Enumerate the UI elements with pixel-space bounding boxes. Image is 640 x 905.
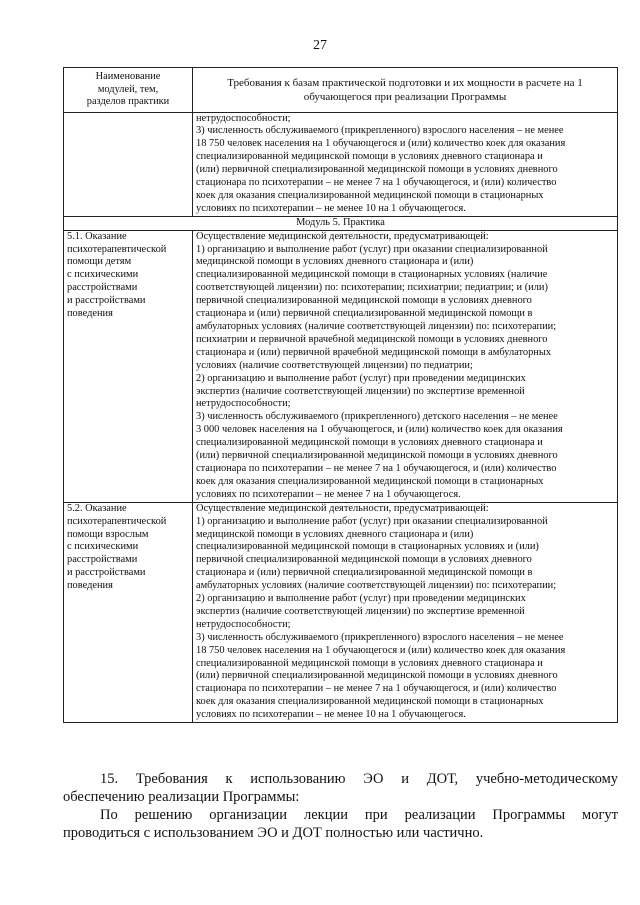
header-modules <box>64 68 193 113</box>
header-requirements-line: обучающегося при реализации Программы <box>303 90 507 103</box>
row-5-1-requirement-line: (или) первичной специализированной медицинской помощи в условиях дневного <box>196 450 558 462</box>
row-5-2-title-line: и расстройствами <box>67 567 146 579</box>
continuation-text-line: коек для оказания специализированной медицинской помощи в стационарных <box>196 189 544 201</box>
table-row <box>64 230 618 502</box>
row-5-1-requirement-line: психиатрии и первичной врачебной медицинской помощи в условиях дневного <box>196 333 548 345</box>
section-15-paragraph-line-1: По решению организации лекции при реализации Программы могут <box>100 807 618 823</box>
row-5-1-requirement-line: стационара и (или) первичной специализированной медицинской помощи в <box>196 308 533 320</box>
module-title-row <box>64 216 618 230</box>
module-title: Модуль 5. Практика <box>64 216 618 230</box>
row-5-2-title-cell <box>64 502 193 722</box>
row-5-1-requirement-line: амбулаторных условиях (наличие соответствующей лицензии) по: психотерапии; <box>196 321 557 332</box>
continuation-text-line: (или) первичной специализированной медицинской помощи в условиях дневного <box>196 164 558 176</box>
row-5-1-requirement-line: специализированной медицинской помощи в условиях дневного стационара и <box>196 437 543 449</box>
header-modules-line: Наименование <box>95 71 161 82</box>
row-5-1-requirement-line: 3) численность обслуживаемого (прикрепленного) детского населения – не менее <box>196 411 558 423</box>
row-5-2-requirement-line: 2) организацию и выполнение работ (услуг) при проведении медицинских <box>196 593 526 605</box>
row-5-1-title-line: помощи детям <box>67 256 132 268</box>
row-5-1-title-line: поведения <box>67 308 113 320</box>
row-5-2-requirement-line: стационара и (или) первичной специализированной медицинской помощи в <box>196 567 533 579</box>
section-15-heading-line-1: 15. Требования к использованию ЭО и ДОТ, учебно-методическому <box>100 771 618 787</box>
row-5-1-title-line: расстройствами <box>67 282 138 294</box>
row-5-2-requirement-line: коек для оказания специализированной медицинской помощи в стационарных <box>196 696 544 708</box>
section-15-heading-line-2: обеспечению реализации Программы: <box>63 789 300 805</box>
row-5-1-requirement-line: коек для оказания специализированной медицинской помощи в стационарных <box>196 475 544 487</box>
table-header-row <box>64 68 618 113</box>
row-5-1-title-line: с психическими <box>67 269 139 281</box>
table-row-continuation <box>64 112 618 216</box>
row-5-2-requirement-line: стационара по психотерапии – не менее 7 на 1 обучающегося, и (или) количество <box>196 683 557 695</box>
section-15-paragraph-line-2: проводиться с использованием ЭО и ДОТ полностью или частично. <box>63 825 484 841</box>
row-5-1-requirement-line: соответствующей лицензии) по: психотерапии; психиатрии; педиатрии; и (или) <box>196 282 548 294</box>
row-5-2-title-line: с психическими <box>67 541 139 553</box>
row-5-1-requirement-line: стационара по психотерапии – не менее 7 на 1 обучающегося, и (или) количество <box>196 462 557 474</box>
continuation-text-line: 3) численность обслуживаемого (прикрепленного) взрослого населения – не менее <box>196 125 564 137</box>
row-5-1-title-cell <box>64 230 193 502</box>
row-5-1-title-line: 5.1. Оказание <box>67 230 127 242</box>
row-5-1-requirement-line: специализированной медицинской помощи в стационарных условиях (наличие <box>196 269 548 281</box>
requirements-table <box>63 67 618 723</box>
row-5-2-requirement-line: Осуществление медицинской деятельности, предусматривающей: <box>196 502 489 514</box>
row-5-1-requirements-cell <box>193 230 618 502</box>
section-15 <box>63 770 618 842</box>
continuation-requirements-cell <box>193 112 618 216</box>
row-5-1-requirement-line: стационара и (или) первичной врачебной медицинской помощи в амбулаторных <box>196 346 552 358</box>
row-5-2-title-line: психотерапевтической <box>67 515 167 527</box>
row-5-2-title-line: 5.2. Оказание <box>67 502 127 514</box>
row-5-2-requirement-line: 1) организацию и выполнение работ (услуг) при оказании специализированной <box>196 515 548 527</box>
row-5-1-requirement-line: нетрудоспособности; <box>196 398 291 410</box>
row-5-1-title-line: психотерапевтической <box>67 243 167 255</box>
page-number: 27 <box>313 38 327 53</box>
row-5-2-requirement-line: медицинской помощи в условиях дневного стационара и (или) <box>196 528 474 540</box>
row-5-2-requirement-line: 18 750 человек населения на 1 обучающегося и (или) количество коек для оказания <box>196 644 566 656</box>
row-5-1-title-line: и расстройствами <box>67 295 146 307</box>
row-5-2-requirement-line: экспертиз (наличие соответствующей лицензии) по экспертизе временной <box>196 605 525 617</box>
header-modules-line: разделов практики <box>86 96 170 107</box>
row-5-2-requirements-cell <box>193 502 618 722</box>
header-requirements-line: Требования к базам практической подготовки и их мощности в расчете на 1 <box>227 76 583 89</box>
row-5-2-requirement-line: (или) первичной специализированной медицинской помощи в условиях дневного <box>196 670 558 682</box>
continuation-text-line: стационара по психотерапии – не менее 7 на 1 обучающегося, и (или) количество <box>196 177 557 189</box>
row-5-1-requirement-line: экспертиз (наличие соответствующей лицензии) по экспертизе временной <box>196 385 525 397</box>
continuation-text-line: условиях по психотерапии – не менее 10 на 1 обучающегося. <box>196 202 466 214</box>
row-5-2-requirement-line: специализированной медицинской помощи в условиях дневного стационара и <box>196 657 543 669</box>
row-5-2-title-line: помощи взрослым <box>67 528 149 540</box>
row-5-2-requirement-line: 3) численность обслуживаемого (прикрепленного) взрослого населения – не менее <box>196 631 564 643</box>
row-5-1-requirement-line: 2) организацию и выполнение работ (услуг) при проведении медицинских <box>196 372 526 384</box>
continuation-text-line: 18 750 человек населения на 1 обучающегося и (или) количество коек для оказания <box>196 138 566 150</box>
continuation-left-cell <box>64 112 193 216</box>
row-5-2-title-line: поведения <box>67 580 113 592</box>
row-5-1-requirement-line: Осуществление медицинской деятельности, предусматривающей: <box>196 230 489 242</box>
continuation-text-line: специализированной медицинской помощи в условиях дневного стационара и <box>196 151 543 163</box>
row-5-2-requirement-line: нетрудоспособности; <box>196 618 291 630</box>
table-row <box>64 502 618 722</box>
row-5-2-title-line: расстройствами <box>67 554 138 566</box>
row-5-1-requirement-line: 3 000 человек населения на 1 обучающегося, и (или) количество коек для оказания <box>196 424 563 436</box>
header-requirements <box>193 68 618 113</box>
row-5-1-requirement-line: условиях по психотерапии – не менее 7 на 1 обучающегося. <box>196 488 461 500</box>
row-5-1-requirement-line: условиях (наличие соответствующей лицензии) по педиатрии; <box>196 359 473 371</box>
row-5-2-requirement-line: условиях по психотерапии – не менее 10 на 1 обучающегося. <box>196 709 466 721</box>
row-5-1-requirement-line: первичной специализированной медицинской помощи в условиях дневного <box>196 295 532 307</box>
row-5-2-requirement-line: специализированной медицинской помощи в стационарных условиях и (или) <box>196 541 539 553</box>
row-5-1-requirement-line: 1) организацию и выполнение работ (услуг) при оказании специализированной <box>196 243 548 255</box>
header-modules-line: модулей, тем, <box>97 83 159 95</box>
row-5-2-requirement-line: амбулаторных условиях (наличие соответствующей лицензии) по: психотерапии; <box>196 580 557 592</box>
row-5-1-requirement-line: медицинской помощи в условиях дневного стационара и (или) <box>196 256 474 268</box>
row-5-2-requirement-line: первичной специализированной медицинской помощи в условиях дневного <box>196 554 532 566</box>
continuation-text-line: нетрудоспособности; <box>196 112 291 124</box>
